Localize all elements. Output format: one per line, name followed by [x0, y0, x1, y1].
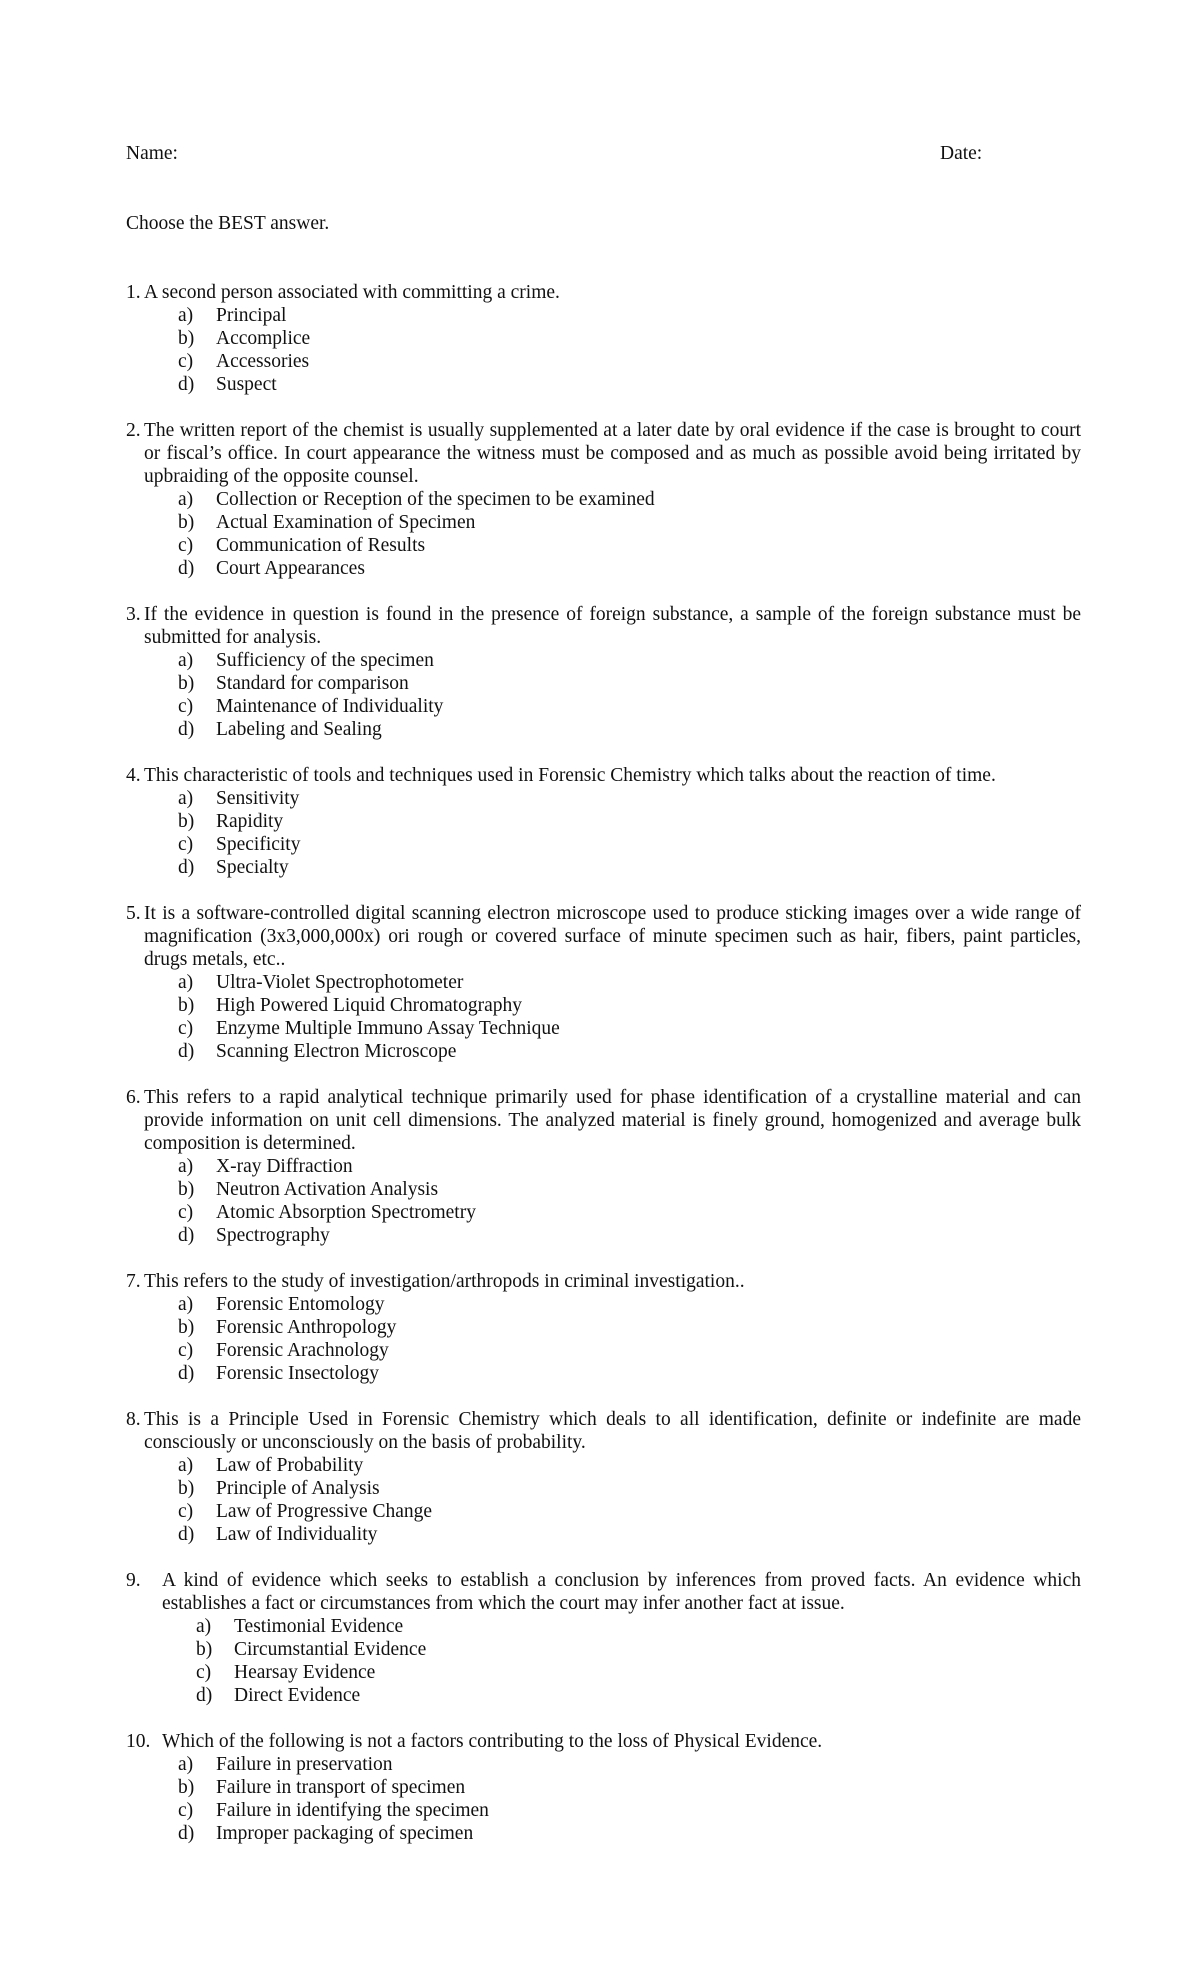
choice-text: Specialty	[216, 857, 289, 878]
choice-item	[178, 1454, 1081, 1477]
choice-letter: a)	[178, 972, 194, 993]
choice-item	[178, 810, 1081, 833]
choice-text: Law of Individuality	[216, 1524, 378, 1545]
choice-text: Failure in transport of specimen	[216, 1777, 466, 1798]
choice-text: Forensic Anthropology	[216, 1317, 397, 1338]
choice-text: Court Appearances	[216, 558, 365, 579]
question-number: 7.	[126, 1271, 141, 1292]
choice-item	[178, 1822, 1081, 1845]
question-text: A second person associated with committing a crime.	[144, 282, 560, 303]
choice-text: Sensitivity	[216, 788, 300, 809]
choice-letter: d)	[178, 558, 195, 579]
question-number: 4.	[126, 765, 141, 786]
question-stem	[126, 1730, 1081, 1753]
choice-text: Failure in preservation	[216, 1754, 393, 1775]
choice-letter: d)	[178, 1041, 195, 1062]
question-text: A kind of evidence which seeks to establish a conclusion by inferences from proved facts. An evidence which establishes a fact or circumstances from which the court may infer another fact at issue.	[162, 1570, 1081, 1614]
choice-item	[178, 856, 1081, 879]
choice-list	[126, 1753, 1081, 1845]
choice-list	[126, 971, 1081, 1063]
question-stem	[126, 1408, 1081, 1454]
choice-text: Failure in identifying the specimen	[216, 1800, 489, 1821]
choice-list	[126, 488, 1081, 580]
question-text: This is a Principle Used in Forensic Chemistry which deals to all identification, definite or indefinite are made consciously or unconsciously on the basis of probability.	[144, 1409, 1081, 1453]
choice-text: Principle of Analysis	[216, 1478, 380, 1499]
choice-item	[196, 1661, 1081, 1684]
choice-item	[178, 1040, 1081, 1063]
question-1	[126, 281, 1081, 396]
choice-item	[178, 833, 1081, 856]
choice-text: Actual Examination of Specimen	[216, 512, 476, 533]
choice-item	[178, 327, 1081, 350]
choice-item	[178, 672, 1081, 695]
question-8	[126, 1408, 1081, 1546]
choice-letter: d)	[178, 1225, 195, 1246]
question-stem	[126, 281, 1081, 304]
choice-item	[178, 1362, 1081, 1385]
choice-text: Forensic Arachnology	[216, 1340, 389, 1361]
choice-letter: d)	[178, 719, 195, 740]
choice-letter: c)	[178, 351, 194, 372]
choice-letter: c)	[196, 1662, 212, 1683]
choice-letter: a)	[178, 1455, 194, 1476]
choice-letter: a)	[178, 1294, 194, 1315]
question-stem	[126, 419, 1081, 488]
question-number: 2.	[126, 420, 141, 441]
choice-letter: b)	[196, 1639, 213, 1660]
choice-text: Sufficiency of the specimen	[216, 650, 434, 671]
choice-list	[126, 1155, 1081, 1247]
choice-item	[178, 1201, 1081, 1224]
choice-list	[126, 787, 1081, 879]
choice-item	[178, 1477, 1081, 1500]
choice-item	[178, 1799, 1081, 1822]
choice-list	[126, 649, 1081, 741]
question-number: 1.	[126, 282, 141, 303]
choice-letter: a)	[196, 1616, 212, 1637]
choice-item	[178, 304, 1081, 327]
question-number: 6.	[126, 1087, 141, 1108]
choice-text: Labeling and Sealing	[216, 719, 382, 740]
question-list	[126, 281, 1081, 1868]
question-6	[126, 1086, 1081, 1247]
question-text: Which of the following is not a factors contributing to the loss of Physical Evidence.	[162, 1731, 823, 1752]
choice-list	[126, 304, 1081, 396]
choice-letter: d)	[196, 1685, 213, 1706]
choice-item	[178, 1293, 1081, 1316]
choice-text: High Powered Liquid Chromatography	[216, 995, 522, 1016]
choice-item	[178, 1017, 1081, 1040]
choice-letter: b)	[178, 512, 195, 533]
header-row	[126, 143, 1081, 169]
question-9	[126, 1569, 1081, 1707]
choice-letter: b)	[178, 811, 195, 832]
choice-text: Testimonial Evidence	[234, 1616, 404, 1637]
choice-list	[126, 1615, 1081, 1707]
choice-text: Rapidity	[216, 811, 284, 832]
choice-item	[178, 1500, 1081, 1523]
choice-letter: b)	[178, 995, 195, 1016]
question-stem	[126, 902, 1081, 971]
choice-text: Improper packaging of specimen	[216, 1823, 474, 1844]
choice-item	[178, 1224, 1081, 1247]
question-stem	[126, 1569, 1081, 1615]
choice-letter: d)	[178, 1363, 195, 1384]
choice-item	[178, 971, 1081, 994]
choice-text: Ultra-Violet Spectrophotometer	[216, 972, 464, 993]
choice-letter: b)	[178, 1478, 195, 1499]
choice-text: Direct Evidence	[234, 1685, 361, 1706]
choice-text: Collection or Reception of the specimen to be examined	[216, 489, 655, 510]
choice-item	[178, 350, 1081, 373]
choice-item	[178, 488, 1081, 511]
choice-text: Hearsay Evidence	[234, 1662, 376, 1683]
choice-text: Circumstantial Evidence	[234, 1639, 427, 1660]
choice-text: Maintenance of Individuality	[216, 696, 444, 717]
question-text: This refers to the study of investigation/arthropods in criminal investigation..	[144, 1271, 745, 1292]
choice-letter: d)	[178, 1524, 195, 1545]
question-stem	[126, 1086, 1081, 1155]
question-stem	[126, 764, 1081, 787]
question-number: 9.	[126, 1570, 141, 1591]
choice-text: Accomplice	[216, 328, 311, 349]
choice-item	[178, 1523, 1081, 1546]
choice-letter: c)	[178, 1340, 194, 1361]
choice-letter: a)	[178, 1156, 194, 1177]
question-text: If the evidence in question is found in the presence of foreign substance, a sample of the foreign substance must be submitted for analysis.	[144, 604, 1081, 648]
choice-item	[178, 787, 1081, 810]
choice-text: Communication of Results	[216, 535, 426, 556]
instruction-text: Choose the BEST answer.	[126, 213, 330, 234]
choice-letter: d)	[178, 857, 195, 878]
choice-text: Principal	[216, 305, 287, 326]
choice-list	[126, 1454, 1081, 1546]
choice-text: Accessories	[216, 351, 310, 372]
choice-letter: c)	[178, 834, 194, 855]
choice-text: Law of Progressive Change	[216, 1501, 433, 1522]
choice-letter: a)	[178, 489, 194, 510]
choice-item	[178, 1155, 1081, 1178]
question-number: 8.	[126, 1409, 141, 1430]
choice-list	[126, 1293, 1081, 1385]
choice-letter: c)	[178, 1202, 194, 1223]
choice-text: Spectrography	[216, 1225, 330, 1246]
choice-text: Neutron Activation Analysis	[216, 1179, 439, 1200]
choice-item	[178, 1753, 1081, 1776]
choice-item	[178, 1178, 1081, 1201]
choice-item	[178, 534, 1081, 557]
choice-letter: c)	[178, 1501, 194, 1522]
choice-letter: b)	[178, 1777, 195, 1798]
choice-text: X-ray Diffraction	[216, 1156, 353, 1177]
choice-letter: b)	[178, 328, 195, 349]
name-label: Name:	[126, 143, 178, 164]
choice-item	[178, 718, 1081, 741]
choice-text: Specificity	[216, 834, 301, 855]
choice-text: Scanning Electron Microscope	[216, 1041, 457, 1062]
choice-letter: b)	[178, 1179, 195, 1200]
choice-item	[178, 994, 1081, 1017]
question-10	[126, 1730, 1081, 1845]
choice-letter: b)	[178, 1317, 195, 1338]
question-stem	[126, 1270, 1081, 1293]
choice-letter: d)	[178, 374, 195, 395]
choice-item	[178, 373, 1081, 396]
choice-item	[196, 1684, 1081, 1707]
choice-letter: b)	[178, 673, 195, 694]
choice-item	[178, 557, 1081, 580]
choice-item	[178, 649, 1081, 672]
choice-letter: c)	[178, 535, 194, 556]
choice-letter: a)	[178, 305, 194, 326]
question-7	[126, 1270, 1081, 1385]
choice-letter: a)	[178, 1754, 194, 1775]
question-text: This characteristic of tools and techniques used in Forensic Chemistry which talks about the reaction of time.	[144, 765, 996, 786]
choice-text: Forensic Insectology	[216, 1363, 380, 1384]
question-5	[126, 902, 1081, 1063]
choice-item	[196, 1638, 1081, 1661]
choice-item	[178, 1316, 1081, 1339]
choice-item	[196, 1615, 1081, 1638]
choice-item	[178, 511, 1081, 534]
question-text: It is a software-controlled digital scanning electron microscope used to produce sticking images over a wide range of magnification (3x3,000,000x) ori rough or covered surface of minute specimen such as hair, fibers, paint particles, drugs metals, etc..	[144, 903, 1081, 970]
choice-letter: c)	[178, 1800, 194, 1821]
question-text: The written report of the chemist is usually supplemented at a later date by oral evidence if the case is brought to court or fiscal’s office. In court appearance the witness must be composed and as much as possible avoid being irritated by upbraiding of the opposite counsel.	[144, 420, 1081, 487]
choice-text: Law of Probability	[216, 1455, 364, 1476]
question-stem	[126, 603, 1081, 649]
choice-letter: a)	[178, 650, 194, 671]
choice-letter: d)	[178, 1823, 195, 1844]
choice-letter: a)	[178, 788, 194, 809]
question-text: This refers to a rapid analytical technique primarily used for phase identification of a crystalline material and can provide information on unit cell dimensions. The analyzed material is finely ground, homogenized and average bulk composition is determined.	[144, 1087, 1081, 1154]
choice-item	[178, 1339, 1081, 1362]
question-2	[126, 419, 1081, 580]
choice-letter: c)	[178, 696, 194, 717]
question-number: 5.	[126, 903, 141, 924]
choice-text: Suspect	[216, 374, 277, 395]
choice-item	[178, 695, 1081, 718]
choice-text: Atomic Absorption Spectrometry	[216, 1202, 476, 1223]
choice-text: Enzyme Multiple Immuno Assay Technique	[216, 1018, 560, 1039]
question-number: 3.	[126, 604, 141, 625]
choice-item	[178, 1776, 1081, 1799]
choice-letter: c)	[178, 1018, 194, 1039]
question-4	[126, 764, 1081, 879]
question-3	[126, 603, 1081, 741]
question-number: 10.	[126, 1731, 151, 1752]
choice-text: Forensic Entomology	[216, 1294, 385, 1315]
date-label: Date:	[940, 143, 983, 164]
choice-text: Standard for comparison	[216, 673, 409, 694]
